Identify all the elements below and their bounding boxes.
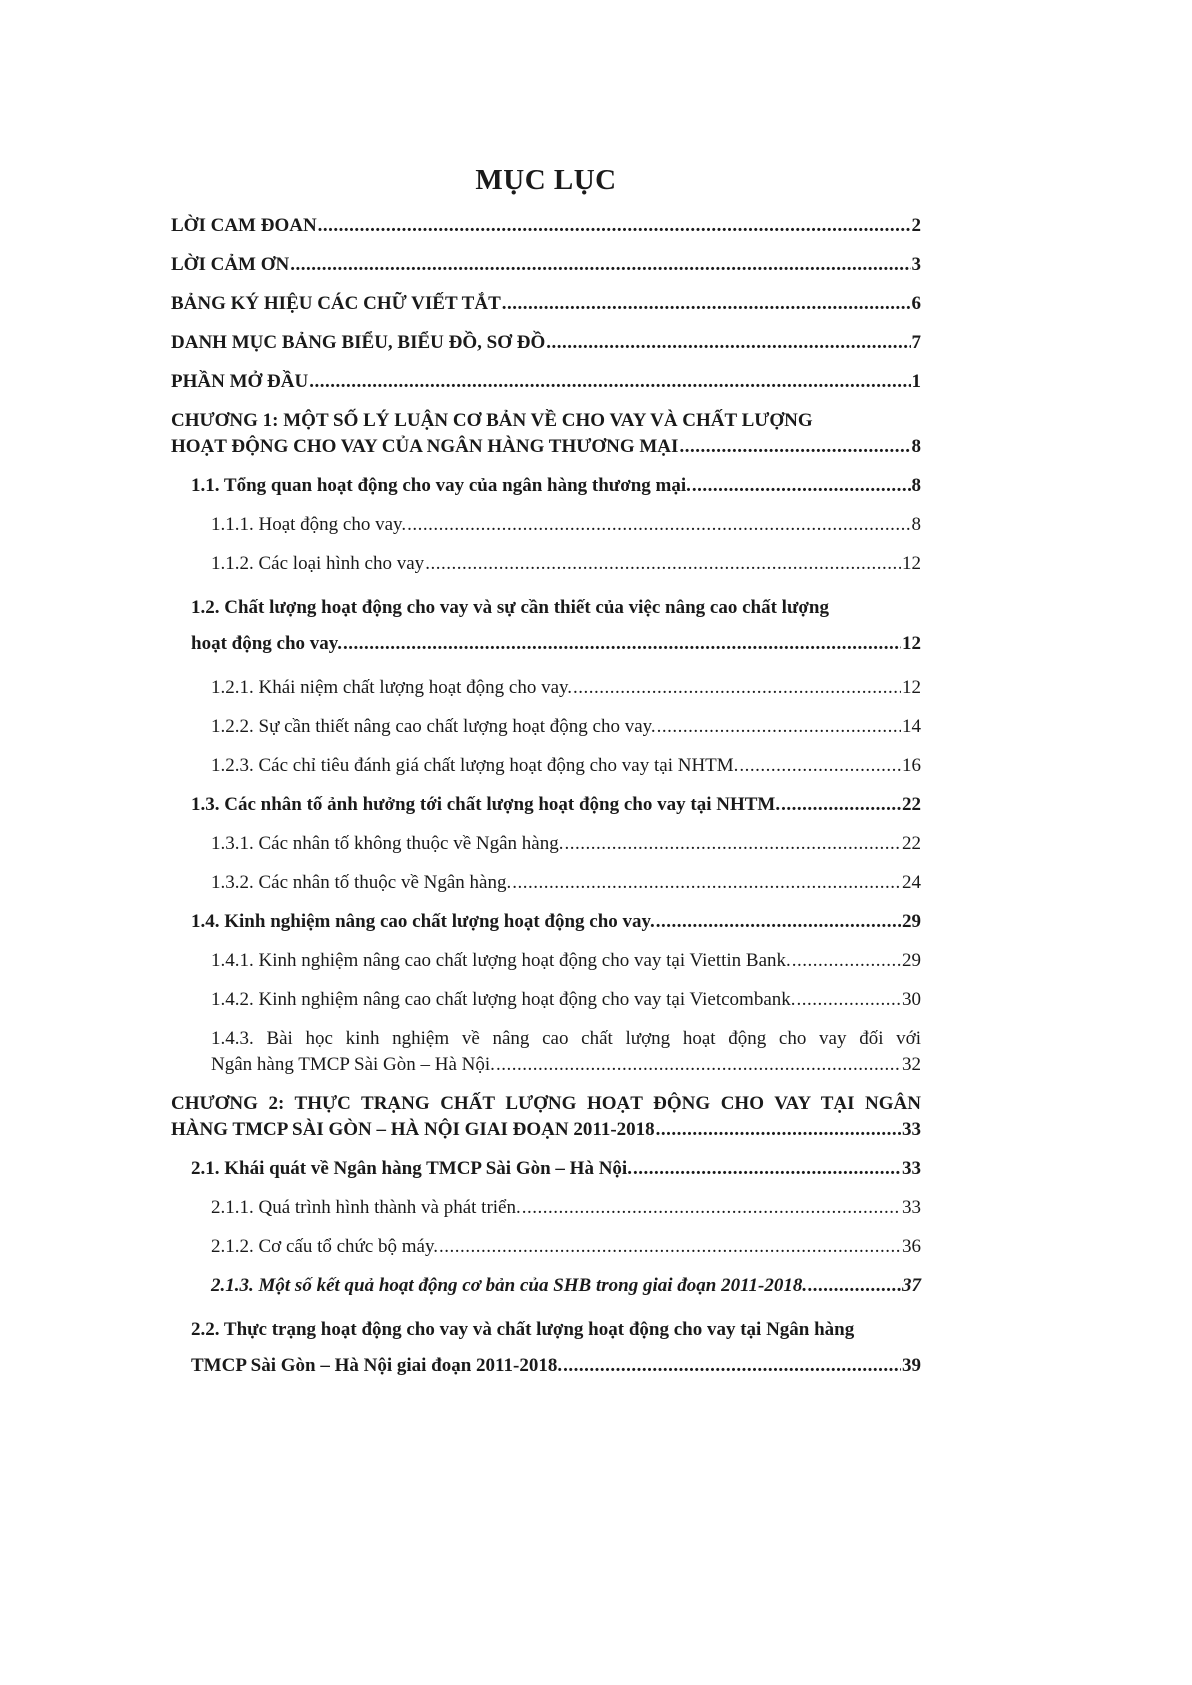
toc-entry-heading-line: 1.4.3. Bài học kinh nghiệm về nâng cao chất lượng hoạt động cho vay đối với xyxy=(211,1028,921,1049)
toc-entry-line xyxy=(191,626,921,662)
toc-page-number: 6 xyxy=(911,293,921,314)
toc-page-number: 8 xyxy=(911,436,921,457)
toc-entry-line xyxy=(171,252,921,278)
toc-entry-line xyxy=(211,1195,921,1221)
toc-page-number: 33 xyxy=(902,1158,921,1179)
toc-page-number: 33 xyxy=(902,1197,921,1218)
toc-entry-label: 1.1.2. Các loại hình cho vay xyxy=(211,553,425,574)
toc-entry[interactable] xyxy=(171,870,921,896)
dot-leader xyxy=(563,1348,901,1384)
toc-page-number: 36 xyxy=(902,1236,921,1257)
toc-entry-line xyxy=(211,1234,921,1260)
toc-entry-line xyxy=(191,1156,921,1182)
toc-entry[interactable] xyxy=(171,473,921,499)
toc-page-number: 14 xyxy=(902,716,921,737)
toc-entry[interactable] xyxy=(171,291,921,317)
toc-entry-label: LỜI CAM ĐOAN xyxy=(171,215,317,236)
toc-page-number: 39 xyxy=(902,1355,921,1376)
toc-entry[interactable] xyxy=(171,330,921,356)
dot-leader xyxy=(318,213,911,239)
dot-leader xyxy=(656,1117,901,1143)
toc-page-number: 7 xyxy=(911,332,921,353)
toc-entry-label: 1.2.1. Khái niệm chất lượng hoạt động cho vay. xyxy=(211,677,573,698)
toc-entry[interactable] xyxy=(171,590,921,662)
toc-entry-line xyxy=(211,870,921,896)
toc-entry-label: BẢNG KÝ HIỆU CÁC CHỮ VIẾT TẮT xyxy=(171,293,501,314)
dot-leader xyxy=(309,369,910,395)
dot-leader xyxy=(564,831,901,857)
toc-entry-label: 1.3. Các nhân tố ảnh hưởng tới chất lượng hoạt động cho vay tại NHTM. xyxy=(191,794,781,815)
dot-leader xyxy=(792,948,901,974)
toc-page-number: 32 xyxy=(902,1054,921,1075)
toc-page-number: 29 xyxy=(902,950,921,971)
toc-entry[interactable] xyxy=(171,512,921,538)
toc-page-number: 3 xyxy=(911,254,921,275)
table-of-contents xyxy=(171,213,921,1384)
toc-page-number: 37 xyxy=(902,1275,921,1296)
toc-entry-line xyxy=(211,1052,921,1078)
toc-entry-heading-line: 2.2. Thực trạng hoạt động cho vay và chất lượng hoạt động cho vay tại Ngân hàng xyxy=(191,1319,855,1340)
toc-entry-line xyxy=(191,1348,921,1384)
toc-entry-label: DANH MỤC BẢNG BIỂU, BIỂU ĐỒ, SƠ ĐỒ xyxy=(171,332,546,353)
toc-entry[interactable] xyxy=(171,909,921,935)
dot-leader xyxy=(573,675,901,701)
toc-entry-label: 1.4.2. Kinh nghiệm nâng cao chất lượng hoạt động cho vay tại Vietcombank. xyxy=(211,989,796,1010)
toc-page-number: 8 xyxy=(911,475,921,496)
toc-entry[interactable] xyxy=(171,551,921,577)
toc-entry-label: PHẦN MỞ ĐẦU xyxy=(171,371,309,392)
toc-entry[interactable] xyxy=(171,1156,921,1182)
toc-entry-label: 2.1. Khái quát về Ngân hàng TMCP Sài Gòn – Hà Nội. xyxy=(191,1158,632,1179)
toc-entry[interactable] xyxy=(171,213,921,239)
toc-entry-label: Ngân hàng TMCP Sài Gòn – Hà Nội. xyxy=(211,1054,495,1075)
dot-leader xyxy=(407,512,910,538)
toc-entry-heading-line: 1.2. Chất lượng hoạt động cho vay và sự cần thiết của việc nâng cao chất lượng xyxy=(191,597,829,618)
toc-page-number: 2 xyxy=(911,215,921,236)
toc-page-number: 30 xyxy=(902,989,921,1010)
toc-entry-line xyxy=(211,512,921,538)
dot-leader xyxy=(546,330,910,356)
toc-entry-label: HOẠT ĐỘNG CHO VAY CỦA NGÂN HÀNG THƯƠNG MẠI xyxy=(171,436,679,457)
toc-entry[interactable] xyxy=(171,1091,921,1143)
toc-entry-line xyxy=(211,831,921,857)
dot-leader xyxy=(439,1234,901,1260)
dot-leader xyxy=(290,252,910,278)
toc-entry-label: HÀNG TMCP SÀI GÒN – HÀ NỘI GIAI ĐOẠN 2011-2018 xyxy=(171,1119,655,1140)
toc-page-number: 33 xyxy=(902,1119,921,1140)
toc-entry[interactable] xyxy=(171,1195,921,1221)
toc-entry-label: hoạt động cho vay. xyxy=(191,633,342,654)
toc-page-number: 12 xyxy=(902,677,921,698)
toc-entry[interactable] xyxy=(171,753,921,779)
toc-entry-line xyxy=(171,291,921,317)
toc-entry-line xyxy=(191,473,921,499)
dot-leader xyxy=(679,434,910,460)
toc-entry-label: LỜI CẢM ƠN xyxy=(171,254,290,275)
toc-entry[interactable] xyxy=(171,1312,921,1384)
dot-leader xyxy=(656,909,901,935)
toc-entry-line xyxy=(191,909,921,935)
toc-entry-label: 1.4.1. Kinh nghiệm nâng cao chất lượng hoạt động cho vay tại Viettin Bank. xyxy=(211,950,791,971)
toc-page-number: 1 xyxy=(911,371,921,392)
toc-entry-line xyxy=(211,1273,921,1299)
dot-leader xyxy=(512,870,901,896)
toc-entry[interactable] xyxy=(171,675,921,701)
dot-leader xyxy=(522,1195,901,1221)
toc-entry-label: 1.2.2. Sự cần thiết nâng cao chất lượng hoạt động cho vay. xyxy=(211,716,656,737)
toc-entry[interactable] xyxy=(171,1273,921,1299)
toc-entry-label: 1.2.3. Các chỉ tiêu đánh giá chất lượng hoạt động cho vay tại NHTM. xyxy=(211,755,739,776)
dot-leader xyxy=(781,792,901,818)
dot-leader xyxy=(343,626,901,662)
toc-entry[interactable] xyxy=(171,831,921,857)
dot-leader xyxy=(797,987,901,1013)
toc-entry-label: TMCP Sài Gòn – Hà Nội giai đoạn 2011-2018. xyxy=(191,1355,563,1376)
toc-entry-line xyxy=(171,369,921,395)
dot-leader xyxy=(808,1273,901,1299)
toc-entry-label: 1.1.1. Hoạt động cho vay. xyxy=(211,514,407,535)
toc-entry-line xyxy=(211,987,921,1013)
toc-page-number: 12 xyxy=(902,553,921,574)
page-title: MỤC LỤC xyxy=(475,164,617,196)
toc-entry-label: 2.1.1. Quá trình hình thành và phát triển. xyxy=(211,1197,521,1218)
toc-entry-line xyxy=(211,551,921,577)
dot-leader xyxy=(739,753,901,779)
document-page xyxy=(171,164,921,1397)
dot-leader xyxy=(425,551,901,577)
toc-entry-line xyxy=(171,1117,921,1143)
toc-entry[interactable] xyxy=(171,252,921,278)
toc-entry-line xyxy=(191,792,921,818)
toc-entry-heading-line: CHƯƠNG 2: THỰC TRẠNG CHẤT LƯỢNG HOẠT ĐỘNG CHO VAY TẠI NGÂN xyxy=(171,1093,921,1114)
toc-entry-line xyxy=(211,948,921,974)
toc-entry-line xyxy=(171,434,921,460)
toc-entry-heading-line: CHƯƠNG 1: MỘT SỐ LÝ LUẬN CƠ BẢN VỀ CHO VAY VÀ CHẤT LƯỢNG xyxy=(171,410,813,431)
dot-leader xyxy=(496,1052,901,1078)
toc-page-number: 24 xyxy=(902,872,921,893)
dot-leader xyxy=(692,473,911,499)
toc-entry[interactable] xyxy=(171,408,921,460)
toc-entry[interactable] xyxy=(171,369,921,395)
toc-entry[interactable] xyxy=(171,1026,921,1078)
toc-page-number: 22 xyxy=(902,833,921,854)
toc-entry-label: 1.1. Tổng quan hoạt động cho vay của ngân hàng thương mại. xyxy=(191,475,691,496)
toc-entry-label: 2.1.2. Cơ cấu tổ chức bộ máy. xyxy=(211,1236,439,1257)
toc-page-number: 29 xyxy=(902,911,921,932)
toc-page-number: 22 xyxy=(902,794,921,815)
toc-entry-label: 1.3.1. Các nhân tố không thuộc về Ngân hàng. xyxy=(211,833,564,854)
toc-page-number: 8 xyxy=(911,514,921,535)
toc-entry-line xyxy=(211,753,921,779)
toc-entry-line xyxy=(211,714,921,740)
toc-entry-label: 2.1.3. Một số kết quả hoạt động cơ bản của SHB trong giai đoạn 2011-2018. xyxy=(211,1275,808,1296)
toc-page-number: 16 xyxy=(902,755,921,776)
toc-page-number: 12 xyxy=(902,633,921,654)
toc-entry-line xyxy=(171,330,921,356)
toc-entry-label: 1.3.2. Các nhân tố thuộc về Ngân hàng. xyxy=(211,872,512,893)
toc-entry[interactable] xyxy=(171,714,921,740)
toc-entry[interactable] xyxy=(171,987,921,1013)
toc-entry-line xyxy=(211,675,921,701)
toc-entry[interactable] xyxy=(171,948,921,974)
dot-leader xyxy=(502,291,911,317)
toc-entry[interactable] xyxy=(171,1234,921,1260)
toc-entry-line xyxy=(171,213,921,239)
dot-leader xyxy=(657,714,901,740)
dot-leader xyxy=(633,1156,901,1182)
toc-entry[interactable] xyxy=(171,792,921,818)
toc-entry-label: 1.4. Kinh nghiệm nâng cao chất lượng hoạt động cho vay. xyxy=(191,911,655,932)
